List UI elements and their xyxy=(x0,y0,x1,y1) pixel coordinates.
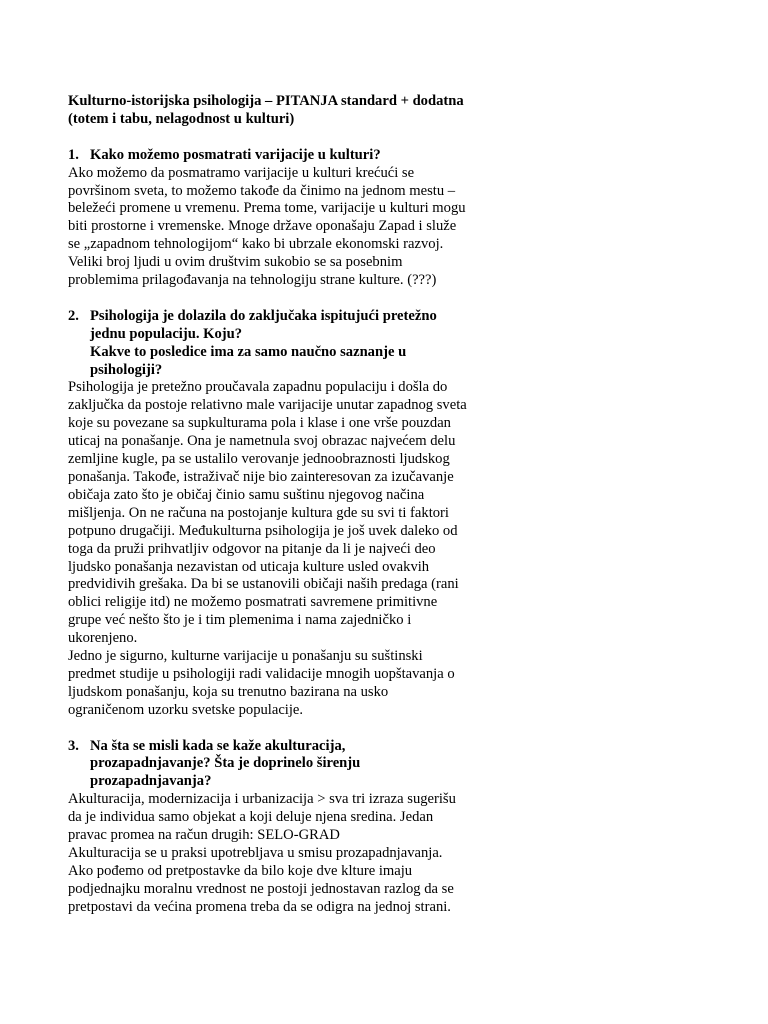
answer-line: koje su povezane sa supkulturama pola i klase i one vrše pouzdan xyxy=(68,415,451,432)
answer-text xyxy=(68,379,488,719)
question-line: jednu populaciju. Koju? xyxy=(90,325,243,342)
answer-line: ljudskom ponašanju, koja su trenutno bazirana na usko xyxy=(68,683,389,700)
question-section-3 xyxy=(68,738,488,917)
answer-line: Ako pođemo od pretpostavke da bilo koje dve klture imaju xyxy=(68,862,413,879)
answer-line: grupe već nešto što je i tim plemenima i nama zajedničko i xyxy=(68,612,412,629)
answer-line: ljudsko ponašanja nezavistan od uticaja kulture usled ovakvih xyxy=(68,558,430,575)
answer-line: Ako možemo da posmatramo varijacije u kulturi krećući se xyxy=(68,164,415,181)
answer-line: uticaj na ponašanje. Ona je nametnula svoj obrazac najvećem delu xyxy=(68,433,456,450)
question-line: prozapadnjavanja? xyxy=(90,773,212,790)
answer-line: oblici religije itd) ne možemo posmatrati savremene primitivne xyxy=(68,594,438,611)
answer-line: biti prostorne i vremenske. Mnoge države oponašaju Zapad i služe xyxy=(68,218,457,235)
title-line: Kulturno-istorijska psihologija – PITANJA standard + dodatna xyxy=(68,93,464,109)
answer-line: problemima prilagođavanja na tehnologiju strane kulture. (???) xyxy=(68,272,437,289)
question-line: Na šta se misli kada se kaže akulturacija, xyxy=(90,737,346,754)
question-line: prozapadnjavanje? Šta je doprinelo širenju xyxy=(90,755,361,772)
question-heading xyxy=(68,308,488,380)
answer-line: Psihologija je pretežno proučavala zapadnu populaciju i došla do xyxy=(68,379,448,396)
answer-line: mišljenja. On ne računa na postojanje kultura gde su svi ti faktori xyxy=(68,504,449,521)
answer-text xyxy=(68,165,488,290)
question-section-1 xyxy=(68,147,488,290)
question-number: 2. xyxy=(68,307,79,324)
question-line: Kakve to posledice ima za samo naučno saznanje u xyxy=(90,343,407,360)
answer-line: podjednajku moralnu vrednost ne postoji jednostavan razlog da se xyxy=(68,880,454,897)
question-line: Psihologija je dolazila do zaključaka ispitujući pretežno xyxy=(90,307,437,324)
answer-line: ograničenom uzorku svetske populacije. xyxy=(68,701,304,718)
answer-line: potpuno drugačiji. Međukulturna psihologija je još uvek daleko od xyxy=(68,522,458,539)
answer-line: ponašanja. Takođe, istraživač nije bio zainteresovan za izučavanje xyxy=(68,469,454,485)
answer-line: toga da pruži prihvatljiv odgovor na pitanje da li je najveći deo xyxy=(68,540,436,557)
answer-line: Akulturacija se u praksi upotrebljava u smisu prozapadnjavanja. xyxy=(68,845,443,862)
answer-line: pretpostavi da većina promena treba da se odigra na jednoj strani. xyxy=(68,898,451,915)
answer-line: Jedno je sigurno, kulturne varijacije u ponašanju su suštinski xyxy=(68,648,423,665)
document-page xyxy=(68,93,488,935)
question-line: psihologiji? xyxy=(90,361,163,378)
answer-line: običaja zato što je običaj činio samu suštinu njegovog načina xyxy=(68,486,425,503)
answer-line: zemljine kugle, pa se ustalilo verovanje jednoobraznosti ljudskog xyxy=(68,451,450,468)
question-line: Kako možemo posmatrati varijacije u kulturi? xyxy=(90,146,381,163)
answer-line: ukorenjeno. xyxy=(68,630,138,647)
answer-line: Veliki broj ljudi u ovim društvim sukobio se sa posebnim xyxy=(68,254,403,271)
answer-line: zaključka da postoje relativno male varijacije unutar zapadnog sveta xyxy=(68,397,467,414)
answer-line: se „zapadnom tehnologijom“ kako bi ubrzale ekonomski razvoj. xyxy=(68,236,444,253)
question-section-2 xyxy=(68,308,488,720)
answer-line: površinom sveta, to možemo takođe da činimo na jednom mestu – xyxy=(68,182,456,199)
title-line: (totem i tabu, nelagodnost u kulturi) xyxy=(68,110,295,127)
answer-line: Akulturacija, modernizacija i urbanizacija > sva tri izraza sugerišu xyxy=(68,791,456,808)
document-title xyxy=(68,93,488,129)
answer-line: predmet studije u psihologiji radi validacije mnogih uopštavanja o xyxy=(68,665,455,682)
answer-line: predvidivih grešaka. Da bi se ustanovili običaji naših predaga (rani xyxy=(68,576,459,593)
question-number: 3. xyxy=(68,737,79,754)
question-number: 1. xyxy=(68,146,79,163)
answer-line: da je individua samo objekat a koji deluje njena sredina. Jedan xyxy=(68,809,434,826)
question-heading xyxy=(68,147,488,165)
answer-line: beležeći promene u vremenu. Prema tome, varijacije u kulturi mogu xyxy=(68,200,466,217)
answer-text xyxy=(68,791,488,916)
answer-line: pravac promea na račun drugih: SELO-GRAD xyxy=(68,827,340,844)
question-heading xyxy=(68,738,488,792)
